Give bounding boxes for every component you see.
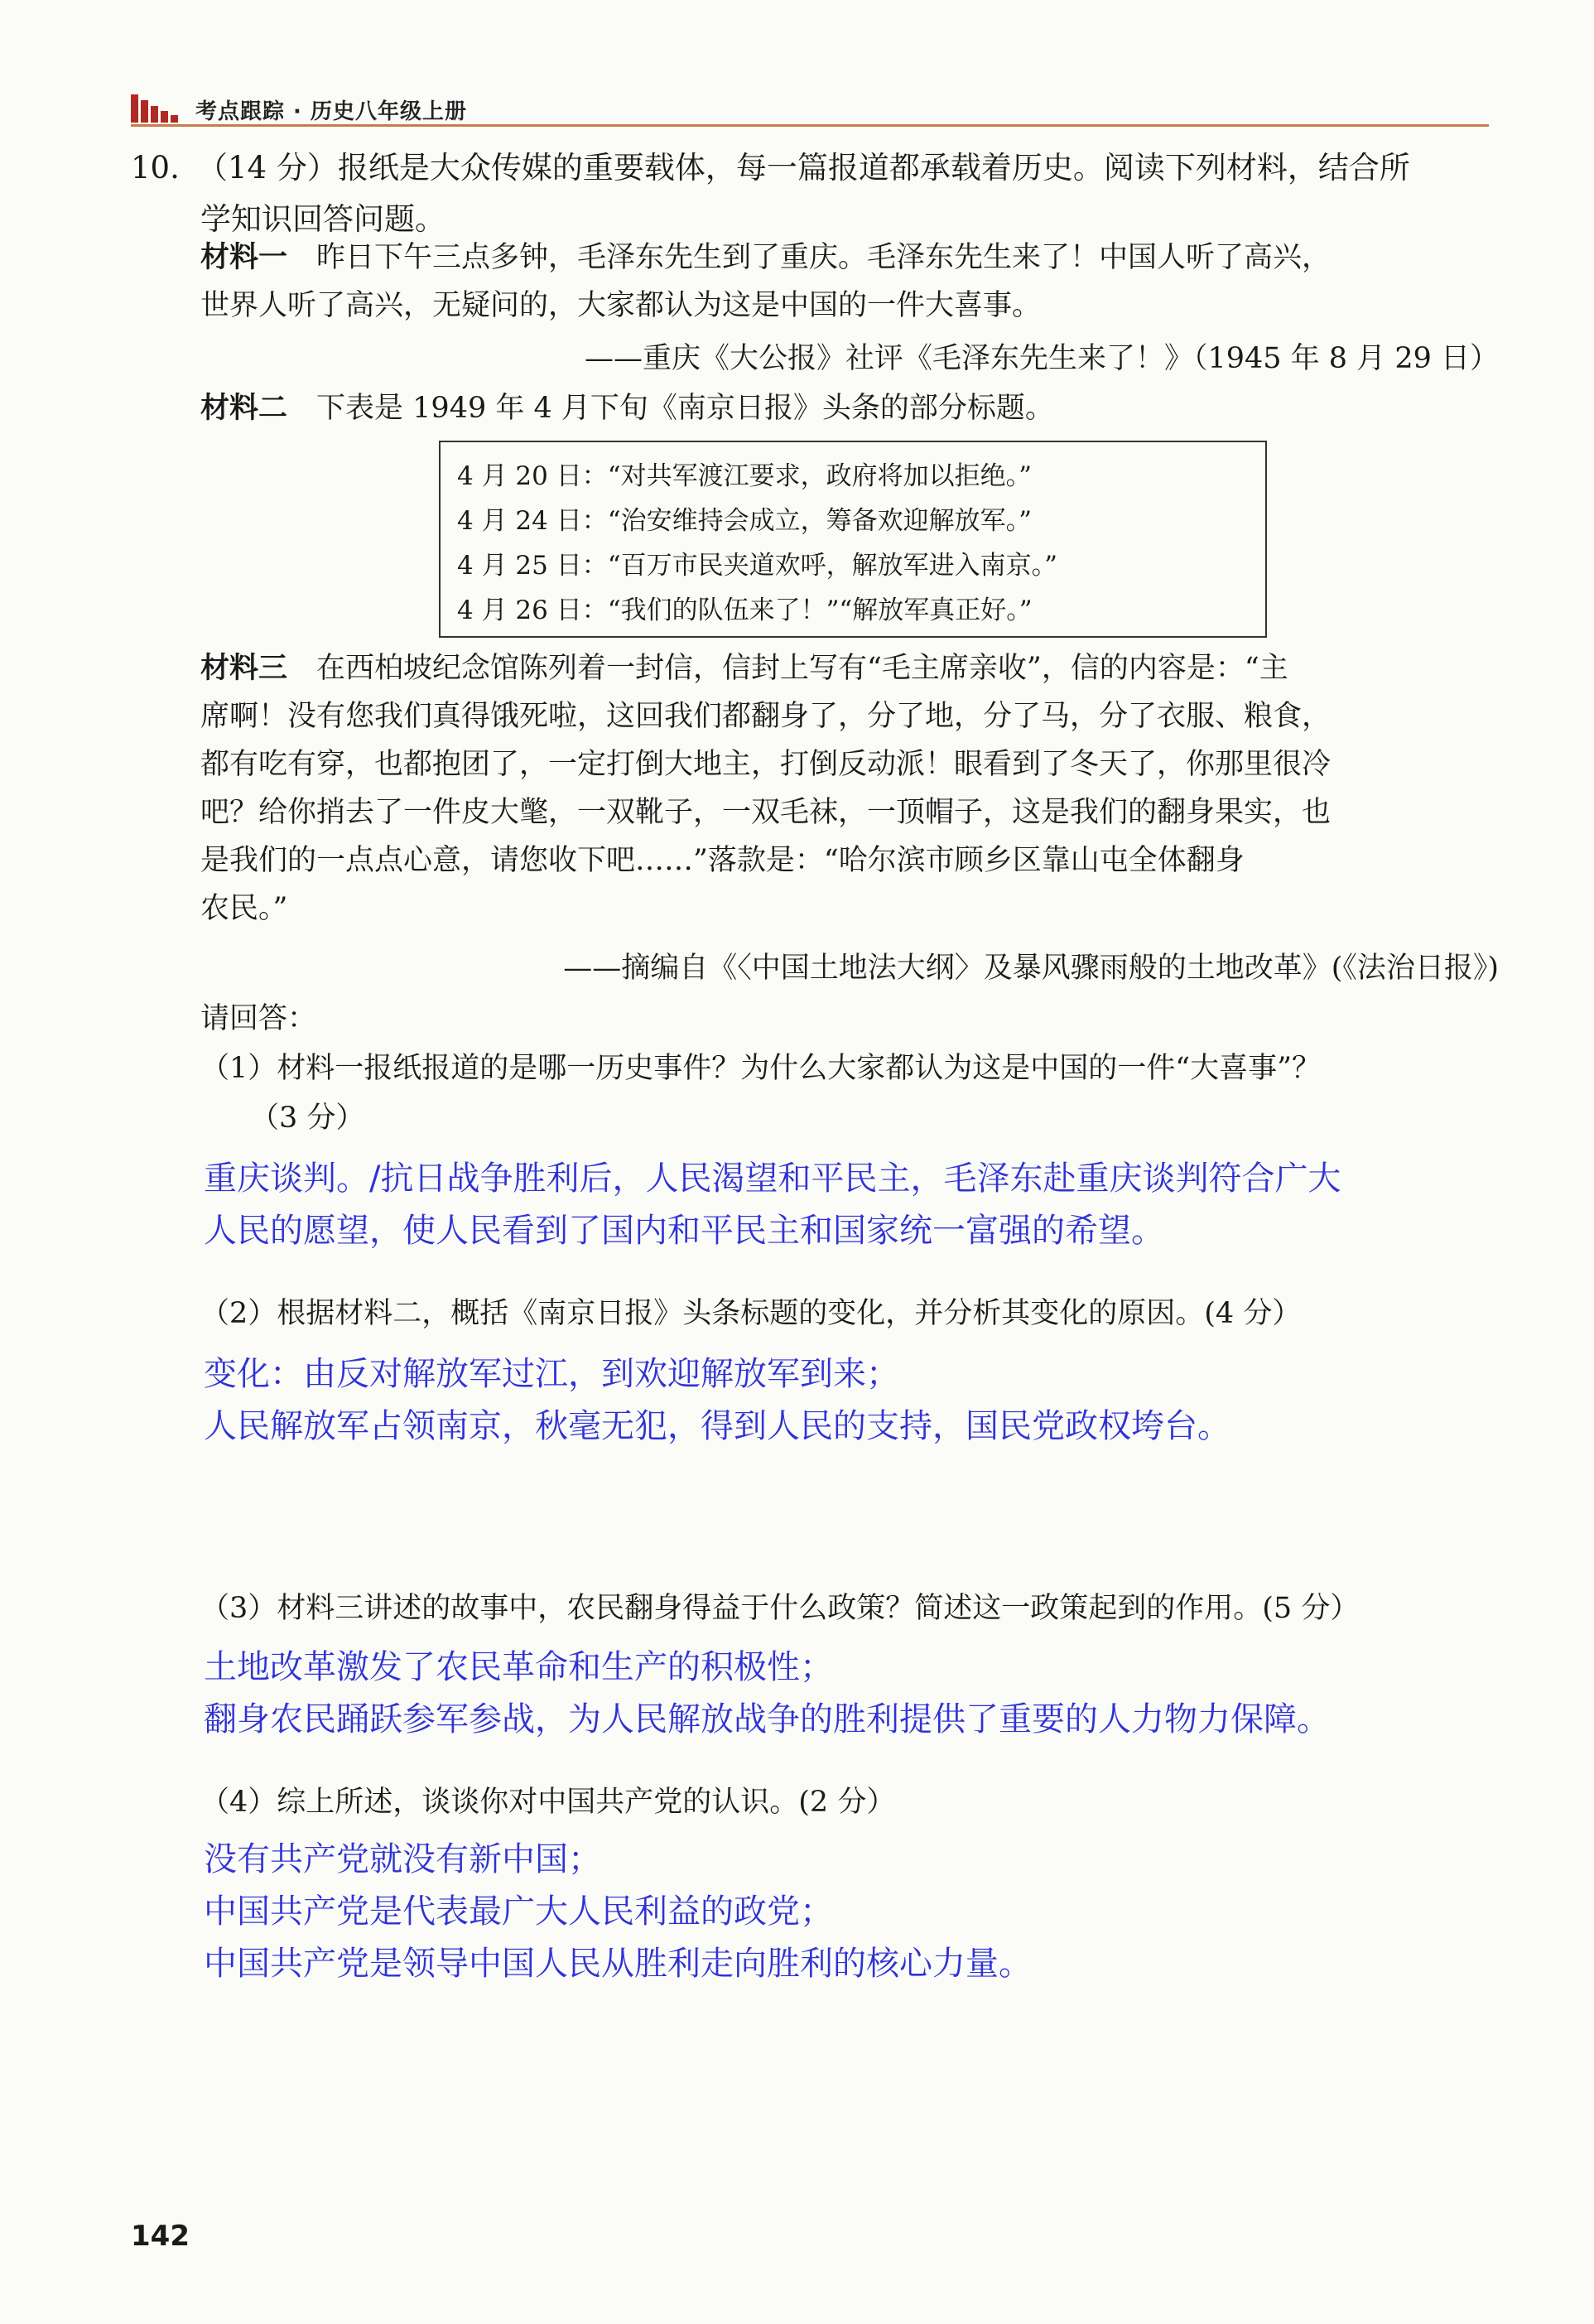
answer-3 [204,1642,1512,1746]
answer-1-line2: 人民的愿望，使人民看到了国内和平民主和国家统一富强的希望。 [204,1212,1164,1250]
header-divider [131,124,1489,127]
material3-line1: 在西柏坡纪念馆陈列着一封信，信封上写有“毛主席亲收”，信的内容是：“主 [316,652,1288,685]
material2-label: 材料二 [200,392,288,425]
question-intro [131,142,1497,245]
material3-line3: 都有吃有穿，也都抱团了，一定打倒大地主，打倒反动派！眼看到了冬天了，你那里很冷 [200,748,1332,781]
question-1-line2: （3 分） [250,1102,365,1135]
page-number: 142 [131,2220,190,2253]
material3-line4: 吧？给你捎去了一件皮大氅，一双靴子，一双毛袜，一顶帽子，这是我们的翻身果实，也 [200,796,1332,829]
headline-row: 4 月 25 日：“百万市民夹道欢呼，解放军进入南京。” [457,551,1057,581]
material1 [200,234,1499,330]
answer-4 [204,1834,1512,1990]
headline-row: 4 月 20 日：“对共军渡江要求，政府将加以拒绝。” [457,461,1032,491]
question-3: （3）材料三讲述的故事中，农民翻身得益于什么政策？简述这一政策起到的作用。(5 分） [200,1592,1360,1625]
material3-line5: 是我们的一点点心意，请您收下吧……”落款是：“哈尔滨市顾乡区靠山屯全体翻身 [200,844,1245,877]
question-intro-line1: （14 分）报纸是大众传媒的重要载体，每一篇报道都承载着历史。阅读下列材料，结合所 [197,150,1410,186]
material2-text: 下表是 1949 年 4 月下旬《南京日报》头条的部分标题。 [316,392,1054,425]
question-number: 10. [131,150,180,186]
material3-label: 材料三 [200,652,288,685]
headline-row: 4 月 26 日：“我们的队伍来了！”“解放军真正好。” [457,595,1033,625]
answer-2 [204,1348,1512,1453]
headline-table [439,441,1267,638]
answer-4-line2: 中国共产党是代表最广大人民利益的政党； [204,1892,833,1931]
answer-1-line1: 重庆谈判。/抗日战争胜利后，人民渴望和平民主，毛泽东赴重庆谈判符合广大 [204,1160,1341,1198]
answer-1 [204,1153,1512,1257]
question-1 [200,1044,1500,1143]
material3-line2: 席啊！没有您我们真得饿死啦，这回我们都翻身了，分了地，分了马，分了衣服、粮食， [200,700,1332,733]
answer-3-line1: 土地改革激发了农民革命和生产的积极性； [204,1648,833,1686]
header-title: 考点跟踪 · 历史八年级上册 [195,99,467,124]
answer-3-line2: 翻身农民踊跃参军参战，为人民解放战争的胜利提供了重要的人力物力保障。 [204,1700,1330,1738]
page-header [131,89,1489,123]
material3 [200,644,1499,933]
material1-line1: 昨日下午三点多钟，毛泽东先生到了重庆。毛泽东先生来了！中国人听了高兴， [316,241,1332,274]
answer-4-line1: 没有共产党就没有新中国； [204,1840,601,1878]
question-2: （2）根据材料二，概括《南京日报》头条标题的变化，并分析其变化的原因。(4 分） [200,1297,1302,1330]
material1-source: ——重庆《大公报》社评《毛泽东先生来了！》（1945 年 8 月 29 日） [584,342,1499,375]
material1-line2: 世界人听了高兴，无疑问的，大家都认为这是中国的一件大喜事。 [200,289,1042,322]
question-4: （4）综上所述，谈谈你对中国共产党的认识。(2 分） [200,1786,896,1819]
material2 [200,384,1499,432]
answer-2-line2: 人民解放军占领南京，秋毫无犯，得到人民的支持，国民党政权垮台。 [204,1407,1230,1445]
answer-4-line3: 中国共产党是领导中国人民从胜利走向胜利的核心力量。 [204,1945,1032,1983]
answer-2-line1: 变化：由反对解放军过江，到欢迎解放军到来； [204,1355,899,1393]
question-1-line1: （1）材料一报纸报道的是哪一历史事件？为什么大家都认为这是中国的一件“大喜事”？ [200,1052,1322,1085]
material1-label: 材料一 [200,241,288,274]
question-intro-line2: 学知识回答问题。 [200,201,445,237]
answer-prompt: 请回答： [200,1002,317,1035]
headline-row: 4 月 24 日：“治安维持会成立，筹备欢迎解放军。” [457,506,1032,536]
material3-line6: 农民。” [200,892,288,925]
book-logo-icon [131,94,181,123]
material3-source: ——摘编自《〈中国土地法大纲〉及暴风骤雨般的土地改革》(《法治日报》) [563,952,1499,985]
